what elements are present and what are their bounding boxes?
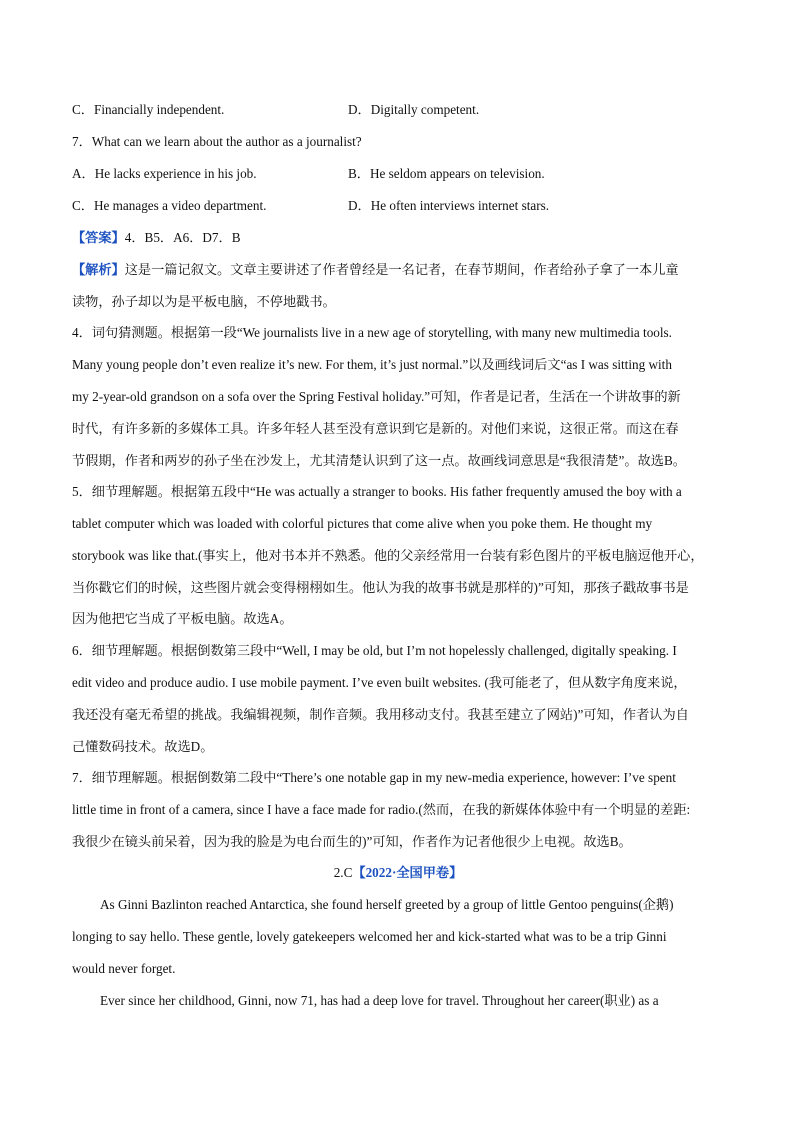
explanation-4-line: 时代，有许多新的多媒体工具。许多年轻人甚至没有意识到它是新的。对他们来说，这很正常。而这在春 (72, 421, 679, 436)
q7-option-b: B．He seldom appears on television. (348, 166, 545, 181)
q6-option-d: D．Digitally competent. (348, 102, 480, 117)
explanation-5-line: storybook was like that.(事实上，他对书本并不熟悉。他的父亲经常用一台装有彩色图片的平板电脑逗他开心， (72, 548, 704, 563)
section-heading (72, 863, 724, 883)
explanation-7-line: 7．细节理解题。根据倒数第二段中“There’s one notable gap in my new-media experience, however: I’ve spent (72, 770, 676, 785)
explanation-4-line: 节假期，作者和两岁的孙子坐在沙发上，尤其清楚认识到了这一点。故画线词意思是“我很清楚”。故选B。 (72, 453, 686, 468)
section-number: 2.C (333, 865, 353, 880)
explanation-5-line: 因为他把它当成了平板电脑。故选A。 (72, 611, 293, 626)
passage-line: longing to say hello. These gentle, lovely gatekeepers welcomed her and kick-started what was to be a trip Ginni (72, 929, 667, 944)
explanation-6-line: 6．细节理解题。根据倒数第三段中“Well, I may be old, but I’m not hopelessly challenged, digitally speaking. I (72, 643, 677, 658)
explanation-5-line: 当你戳它们的时候，这些图片就会变得栩栩如生。他认为我的故事书就是那样的)”可知，那孩子戳故事书是 (72, 580, 689, 595)
q7-option-c: C．He manages a video department. (72, 198, 267, 213)
explanation-7-line: 我很少在镜头前呆着，因为我的脸是为电台而生的)”可知，作者作为记者他很少上电视。故选B。 (72, 834, 632, 849)
passage-line: Ever since her childhood, Ginni, now 71, has had a deep love for travel. Throughout her career(职业) as a (100, 993, 659, 1008)
q7-option-d: D．He often interviews internet stars. (348, 198, 550, 213)
analysis-line-1 (72, 260, 724, 280)
answer-label: 【答案】 (72, 230, 125, 245)
explanation-6-line: 己懂数码技术。故选D。 (72, 739, 214, 754)
answer-line (72, 228, 724, 248)
passage-line: As Ginni Bazlinton reached Antarctica, she found herself greeted by a group of little Gentoo penguins(企鹅) (100, 897, 674, 912)
answer-text: 4．B5．A6．D7．B (124, 230, 241, 245)
explanation-4-line: Many young people don’t even realize it’s new. For them, it’s just normal.”以及画线词后文“as I was sitting with (72, 357, 672, 372)
explanation-5-line: 5．细节理解题。根据第五段中“He was actually a stranger to books. His father frequently amused the boy with a (72, 484, 682, 499)
section-source: 【2022·全国甲卷】 (352, 865, 463, 880)
q7-option-a: A．He lacks experience in his job. (72, 166, 257, 181)
q6-option-c: C．Financially independent. (72, 102, 225, 117)
explanation-6-line: edit video and produce audio. I use mobile payment. I’ve even built websites. (我可能老了，但从数字角度来说， (72, 675, 687, 690)
passage-line: would never forget. (72, 961, 176, 976)
q7-question: 7．What can we learn about the author as a journalist? (72, 134, 362, 149)
explanation-4-line: my 2-year-old grandson on a sofa over the Spring Festival holiday.”可知，作者是记者，生活在一个讲故事的新 (72, 389, 681, 404)
analysis-text-1: 这是一篇记叙文。文章主要讲述了作者曾经是一名记者，在春节期间，作者给孙子拿了一本儿童 (124, 262, 679, 277)
explanation-7-line: little time in front of a camera, since I have a face made for radio.(然而，在我的新媒体体验中有一个明显的差距: (72, 802, 691, 817)
analysis-label: 【解析】 (72, 262, 125, 277)
explanation-5-line: tablet computer which was loaded with colorful pictures that come alive when you poke them. He thought my (72, 516, 653, 531)
explanation-4-line: 4．词句猜测题。根据第一段“We journalists live in a new age of storytelling, with many new multimedia tools. (72, 325, 672, 340)
analysis-line-2: 读物，孙子却以为是平板电脑，不停地戳书。 (72, 294, 336, 309)
explanation-6-line: 我还没有毫无希望的挑战。我编辑视频，制作音频。我用移动支付。我甚至建立了网站)”可知，作者认为自 (72, 707, 689, 722)
